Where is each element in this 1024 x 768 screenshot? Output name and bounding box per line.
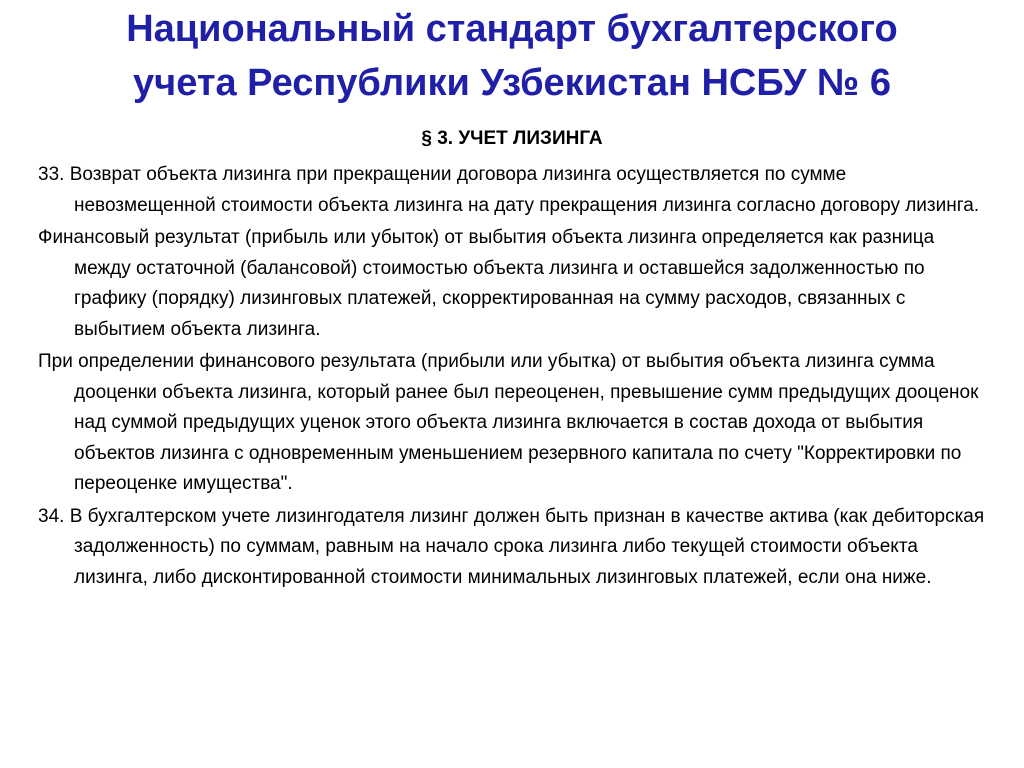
slide-title-line-2: учета Республики Узбекистан НСБУ № 6 xyxy=(133,62,891,104)
paragraph-34: 34. В бухгалтерском учете лизингодателя лизинг должен быть признан в качестве актива (как дебиторская задолженность) по суммам, равным на начало срока лизинга либо текущей стоимости объекта лизинга, либо дисконтированной стоимости минимальных лизинговых платежей, если она ниже. xyxy=(38,505,985,588)
paragraph-33: 33. Возврат объекта лизинга при прекращении договора лизинга осуществляется по сумме невозмещенной стоимости объекта лизинга на дату прекращения лизинга согласно договору лизинга. xyxy=(38,164,980,216)
section-heading: § 3. УЧЕТ ЛИЗИНГА xyxy=(421,128,603,149)
slide-body xyxy=(38,160,988,595)
paragraph-revaluation: При определении финансового результата (прибыли или убытка) от выбытия объекта лизинга сумма дооценки объекта лизинга, который ранее был переоценен, превышение сумм предыдущих дооценок над суммой предыдущих уценок этого объекта лизинга включается в состав дохода от выбытия объектов лизинга с одновременным уменьшением резервного капитала по счету "Корректировки по переоценке имущества". xyxy=(38,351,979,494)
paragraph-financial-result: Финансовый результат (прибыль или убыток) от выбытия объекта лизинга определяется как разница между остаточной (балансовой) стоимостью объекта лизинга и оставшейся задолженностью по графику (порядку) лизинговых платежей, скорректированная на сумму расходов, связанных с выбытием объекта лизинга. xyxy=(38,227,935,340)
slide-title-line-1: Национальный стандарт бухгалтерского xyxy=(126,8,898,50)
slide-title xyxy=(0,2,1024,110)
